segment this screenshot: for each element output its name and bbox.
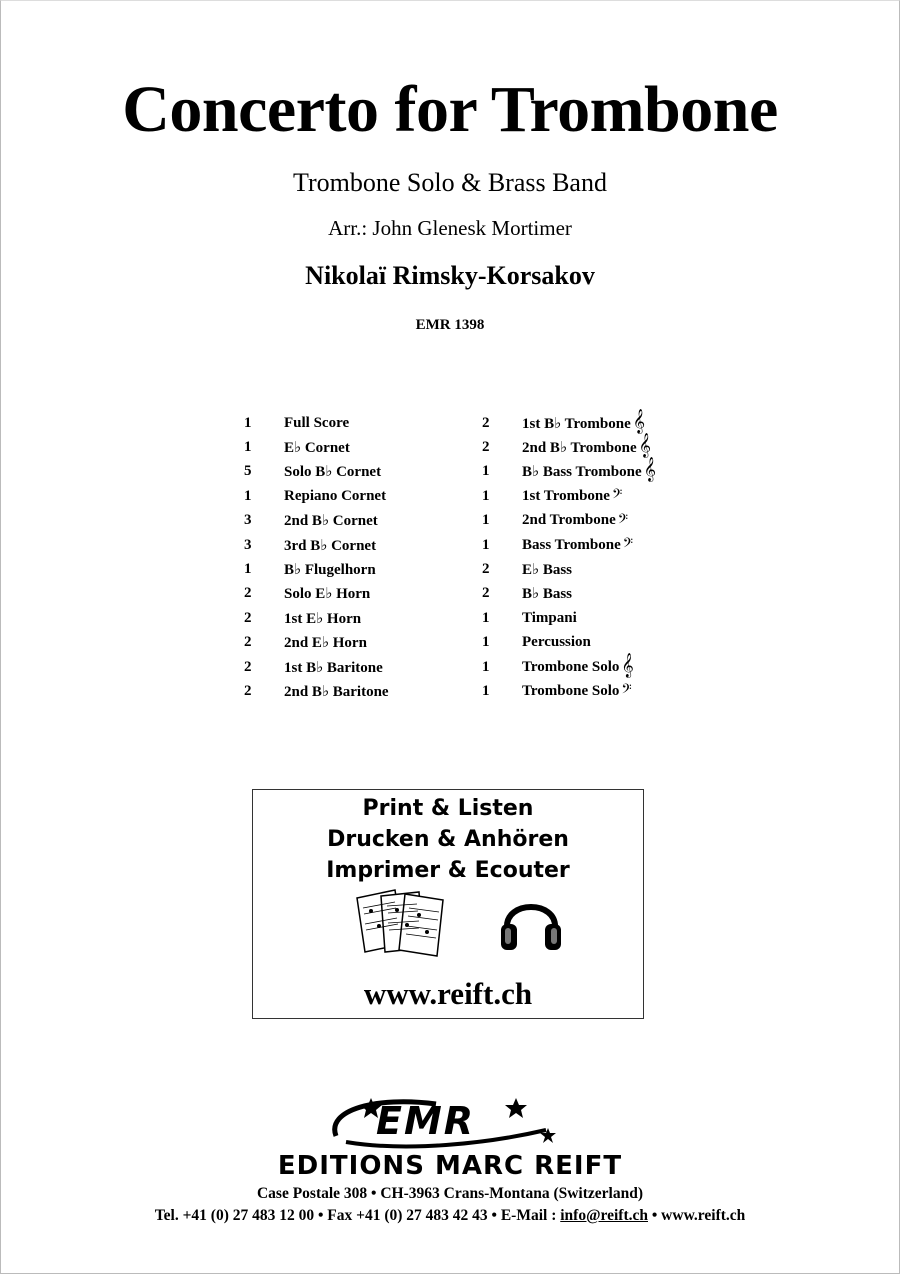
part-row: [482, 557, 656, 581]
part-name: Full Score: [284, 414, 350, 431]
part-name-wrapper: [522, 457, 657, 482]
part-name: B♭ Flugelhorn: [284, 562, 376, 579]
part-name: 2nd B♭ Trombone: [522, 440, 637, 457]
bass-clef-icon: 𝄢: [621, 681, 632, 701]
headphones-icon: [499, 888, 563, 954]
part-quantity: 1: [244, 414, 252, 431]
part-row: [244, 509, 389, 533]
part-quantity: 3: [244, 536, 252, 553]
publisher-name: EDITIONS MARC REIFT: [277, 1151, 623, 1181]
bass-clef-icon: 𝄢: [617, 510, 629, 530]
part-quantity: 1: [482, 682, 490, 699]
part-row: [244, 435, 389, 459]
part-row: [244, 557, 389, 581]
bass-clef-icon: 𝄢: [611, 486, 623, 506]
part-name-wrapper: [522, 408, 646, 433]
part-name: Solo B♭ Cornet: [284, 464, 382, 481]
part-name: Bass Trombone: [522, 536, 621, 553]
part-name-wrapper: [284, 682, 389, 701]
part-quantity: 2: [244, 682, 252, 699]
part-quantity: 1: [482, 463, 490, 480]
part-row: [482, 631, 656, 655]
part-quantity: 5: [244, 463, 252, 480]
part-quantity: 1: [244, 439, 252, 456]
publisher-contact: [0, 1207, 900, 1225]
treble-clef-icon: 𝄞: [621, 652, 634, 677]
part-name: 2nd Trombone: [522, 512, 616, 529]
part-row: [482, 435, 656, 459]
part-row: [244, 606, 389, 630]
part-name: Trombone Solo: [522, 682, 620, 699]
part-name-wrapper: [522, 652, 634, 677]
part-name: 3rd B♭ Cornet: [284, 537, 377, 554]
part-name-wrapper: [284, 462, 381, 481]
part-row: [244, 631, 389, 655]
part-name-wrapper: [522, 610, 577, 627]
part-name-wrapper: [522, 433, 652, 458]
part-row: [244, 533, 389, 557]
part-name-wrapper: [284, 609, 361, 628]
part-name: Solo E♭ Horn: [284, 586, 371, 603]
promo-line-english: Print & Listen: [362, 796, 534, 821]
part-name: 1st B♭ Baritone: [284, 659, 383, 676]
part-quantity: 1: [244, 561, 252, 578]
treble-clef-icon: 𝄞: [638, 433, 652, 458]
part-name: 2nd E♭ Horn: [284, 635, 367, 652]
bass-clef-icon: 𝄢: [622, 535, 634, 555]
email-link[interactable]: info@reift.ch: [560, 1207, 648, 1224]
part-quantity: 2: [244, 609, 252, 626]
part-name: E♭ Cornet: [284, 440, 350, 457]
part-name: Trombone Solo: [522, 658, 620, 675]
part-name: 1st B♭ Trombone: [522, 415, 631, 432]
part-quantity: 1: [244, 487, 252, 504]
part-name-wrapper: [284, 658, 383, 677]
part-row: [244, 582, 389, 606]
part-quantity: 2: [244, 634, 252, 651]
part-name-wrapper: [522, 488, 622, 505]
part-row: [482, 408, 656, 435]
part-quantity: 2: [482, 561, 490, 578]
logo-text: EMR: [376, 1099, 476, 1143]
part-row: [482, 484, 656, 508]
subtitle: Trombone Solo & Brass Band: [293, 168, 607, 197]
part-quantity: 1: [482, 536, 490, 553]
part-name: 1st E♭ Horn: [284, 610, 362, 627]
part-row: [482, 533, 656, 557]
promo-line-german: Drucken & Anhören: [327, 827, 569, 852]
part-row: [482, 457, 657, 484]
part-quantity: 2: [482, 414, 490, 431]
sheet-music-icon: [353, 886, 449, 958]
part-quantity: 1: [482, 634, 490, 651]
contact-phone-fax: Tel. +41 (0) 27 483 12 00 • Fax +41 (0) 27 483 42 43 • E-Mail :: [154, 1207, 561, 1224]
promo-line-french: Imprimer & Ecouter: [326, 858, 570, 883]
part-row: [244, 484, 389, 508]
part-name: 2nd B♭ Cornet: [284, 513, 378, 530]
part-name-wrapper: [284, 438, 350, 457]
part-name: 2nd B♭ Baritone: [284, 683, 389, 700]
part-name-wrapper: [522, 560, 572, 579]
part-quantity: 1: [482, 512, 490, 529]
part-name-wrapper: [284, 415, 349, 432]
part-row: [244, 679, 389, 703]
part-name-wrapper: [284, 511, 378, 530]
arranger: Arr.: John Glenesk Mortimer: [328, 216, 572, 240]
part-row: [244, 460, 389, 484]
treble-clef-icon: 𝄞: [643, 457, 657, 482]
part-name: Repiano Cornet: [284, 487, 387, 504]
part-name-wrapper: [284, 560, 376, 579]
part-name: Timpani: [522, 609, 577, 626]
part-quantity: 2: [244, 658, 252, 675]
part-name: E♭ Bass: [522, 562, 573, 579]
part-name-wrapper: [284, 584, 370, 603]
part-name: Percussion: [522, 634, 591, 651]
print-listen-box: [252, 789, 644, 1019]
parts-list-right: [482, 408, 657, 704]
part-name-wrapper: [522, 683, 632, 700]
part-quantity: 2: [482, 439, 490, 456]
part-quantity: 2: [244, 585, 252, 602]
website-url[interactable]: www.reift.ch: [363, 976, 533, 1011]
catalog-number: EMR 1398: [415, 317, 485, 333]
parts-list-left: [244, 411, 389, 704]
page-title: Concerto for Trombone: [122, 73, 778, 146]
part-row: [244, 411, 389, 435]
publisher-address: Case Postale 308 • CH-3963 Crans-Montana (Switzerland): [256, 1185, 643, 1202]
treble-clef-icon: 𝄞: [632, 408, 646, 433]
part-name: B♭ Bass Trombone: [522, 464, 642, 481]
part-quantity: 1: [482, 487, 490, 504]
part-name: 1st Trombone: [522, 487, 610, 504]
part-row: [482, 509, 656, 533]
part-name-wrapper: [284, 488, 386, 505]
part-row: [482, 606, 656, 630]
part-row: [482, 679, 656, 703]
part-row: [244, 655, 389, 679]
part-name-wrapper: [522, 537, 633, 554]
part-name-wrapper: [522, 584, 572, 603]
part-name-wrapper: [522, 512, 628, 529]
part-name-wrapper: [522, 634, 591, 651]
part-row: [482, 582, 656, 606]
emr-logo: [316, 1092, 566, 1152]
part-quantity: 3: [244, 512, 252, 529]
contact-website[interactable]: • www.reift.ch: [648, 1207, 746, 1224]
part-name: B♭ Bass: [522, 586, 573, 603]
part-name-wrapper: [284, 536, 376, 555]
part-quantity: 1: [482, 658, 490, 675]
part-name-wrapper: [284, 633, 367, 652]
composer: Nikolaï Rimsky-Korsakov: [305, 261, 595, 290]
part-row: [482, 652, 656, 679]
part-quantity: 2: [482, 585, 490, 602]
part-quantity: 1: [482, 609, 490, 626]
